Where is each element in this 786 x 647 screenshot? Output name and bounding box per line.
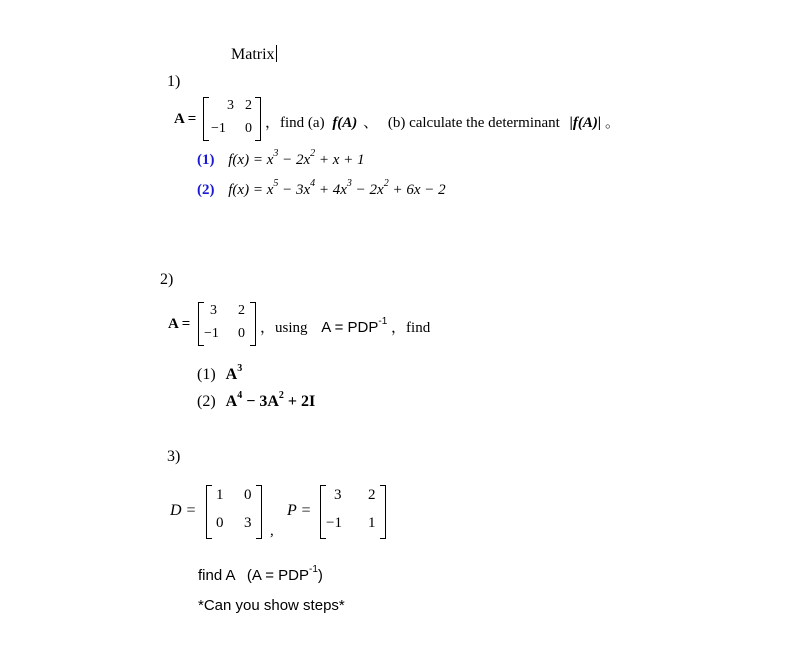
q2-item-2 (197, 389, 316, 411)
question-1-number: 1) (167, 73, 181, 90)
matrix-cell: −1 (204, 326, 219, 341)
question-3-number: 3) (167, 448, 181, 465)
matrix-cell: 0 (245, 121, 252, 136)
right-bracket (255, 97, 261, 141)
matrix-cell: −1 (326, 515, 342, 531)
q3-comma: , (270, 523, 274, 539)
q1-determinant: |f(A)| (569, 115, 602, 131)
matrix-cell: 3 (244, 515, 252, 531)
q2-matrix-label: A = (168, 316, 191, 332)
matrix-cell: 3 (210, 303, 217, 318)
item-formula: $A^4 - 3A^2 + 2I$ (225, 389, 316, 410)
matrix-cell: −1 (211, 121, 226, 136)
q1-matrix-label: A = (174, 111, 197, 127)
q1-prompt-a: ，find (a) (265, 115, 325, 131)
page-title (231, 45, 277, 64)
matrix-cell: 2 (368, 487, 376, 503)
right-bracket (250, 302, 256, 346)
item-formula: $A^3$ (225, 362, 243, 383)
item-number: (1) (197, 152, 215, 168)
matrix-cell: 2 (238, 303, 245, 318)
q2-prompt: ，using (260, 320, 308, 336)
matrix-cell: 0 (244, 487, 252, 503)
matrix-cell: 0 (216, 515, 224, 531)
q2-matrix-a (198, 302, 256, 346)
right-bracket (380, 485, 386, 539)
q1-separator: 、 (363, 115, 379, 131)
matrix-cell: 3 (334, 487, 342, 503)
left-bracket (203, 97, 209, 141)
q2-item-1 (197, 362, 243, 384)
q2-prompt-line (260, 316, 430, 337)
matrix-cell: 2 (245, 98, 252, 113)
matrix-cell: 0 (238, 326, 245, 341)
matrix-cell: 1 (368, 515, 376, 531)
q3-p-label: P = (287, 502, 312, 519)
item-number: (2) (197, 182, 215, 198)
q3-matrix-d (206, 485, 262, 539)
left-bracket (206, 485, 212, 539)
right-bracket (256, 485, 262, 539)
q3-matrix-p (320, 485, 386, 539)
q1-item-2 (197, 178, 446, 199)
q1-item-1 (197, 148, 365, 169)
item-number: (2) (197, 393, 216, 410)
item-number: (1) (197, 366, 216, 383)
q1-fA: f(A) (332, 115, 358, 131)
q3-relation: $(A = PDP^{-1})$ (246, 564, 323, 584)
item-formula: $f(x) = x^3 - 2x^2 + x + 1$ (228, 148, 365, 168)
matrix-cell: 1 (216, 487, 224, 503)
q2-find: ，find (391, 320, 431, 336)
question-2-number: 2) (160, 271, 174, 288)
q3-find-line (198, 564, 323, 584)
q3-note: *Can you show steps* (198, 597, 345, 614)
q1-prompt-b: (b) calculate the determinant (387, 115, 560, 131)
q1-matrix-a (203, 97, 261, 141)
matrix-cell: 3 (227, 98, 234, 113)
item-formula: $f(x) = x^5 - 3x^4 + 4x^3 - 2x^2 + 6x - 2$ (228, 178, 446, 198)
q1-end-mark: 。 (604, 115, 620, 131)
q2-using-eq: $A = PDP^{-1}$ (321, 316, 388, 336)
q3-find: find A (198, 567, 235, 584)
title-text: Matrix (231, 46, 275, 63)
q3-d-label: D = (170, 502, 197, 519)
text-cursor (276, 45, 277, 62)
q1-prompt-line (265, 111, 620, 132)
